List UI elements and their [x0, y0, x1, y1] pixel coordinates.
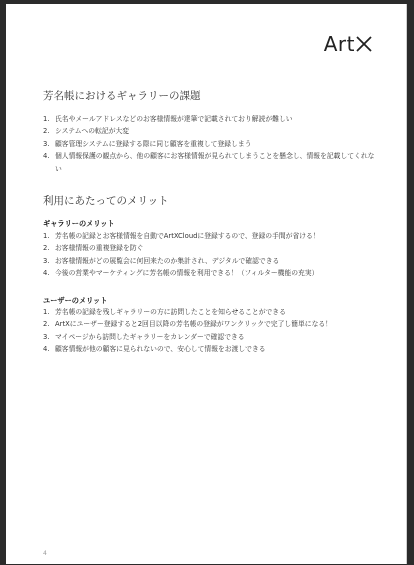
list-item: 2. システムへの転記が大変	[43, 127, 130, 136]
issues-title: 芳名帳におけるギャラリーの課題	[43, 90, 201, 102]
list-item: 3. マイページから訪問したギャラリーをカレンダーで確認できる	[43, 332, 245, 341]
logo-text: Art	[323, 32, 355, 56]
list-item: 4. 個人情報保護の観点から、他の顧客にお客様情報が見られてしまうことを懸念し、情報を記載してくれない	[43, 152, 375, 173]
merits-title: 利用にあたってのメリット	[43, 195, 169, 207]
gallery-merits-heading: ギャラリーのメリット	[43, 219, 115, 228]
list-item: 1. 氏名やメールアドレスなどのお客様情報が達筆で記載されており解読が難しい	[43, 115, 293, 123]
document-page	[6, 4, 407, 564]
user-merits-list	[43, 306, 378, 356]
user-merits-heading: ユーザーのメリット	[43, 296, 108, 305]
list-item: 3. 顧客管理システムに登録する際に同じ顧客を重複して登録しまう	[43, 139, 252, 148]
list-item: 2. お客様情報の重複登録を防ぐ	[43, 244, 144, 253]
list-item: 2. ArtXにユーザー登録すると2回目以降の芳名帳の登録がワンクリックで完了し簡単になる！	[43, 320, 332, 329]
page-number: 4	[43, 550, 47, 557]
issues-list	[43, 113, 378, 175]
list-item: 1. 芳名帳の記録とお客様情報を自動でArtXCloudに登録するので、登録の手間が省ける！	[43, 232, 320, 240]
artx-logo	[324, 32, 372, 56]
list-item: 4. 顧客情報が他の顧客に見られないので、安心して情報をお渡しできる	[43, 345, 266, 354]
gallery-merits-list	[43, 230, 378, 280]
list-item: 3. お客様情報がどの展覧会に何回来たのか集計され、デジタルで確認できる	[43, 256, 280, 265]
list-item: 1. 芳名帳の記録を残しギャラリーの方に訪問したことを知らせることができる	[43, 308, 286, 316]
logo-x-mark-icon	[356, 36, 372, 52]
list-item: 4. 今後の営業やマーケティングに芳名帳の情報を利用できる！（フィルター機能の充実）	[43, 269, 319, 278]
